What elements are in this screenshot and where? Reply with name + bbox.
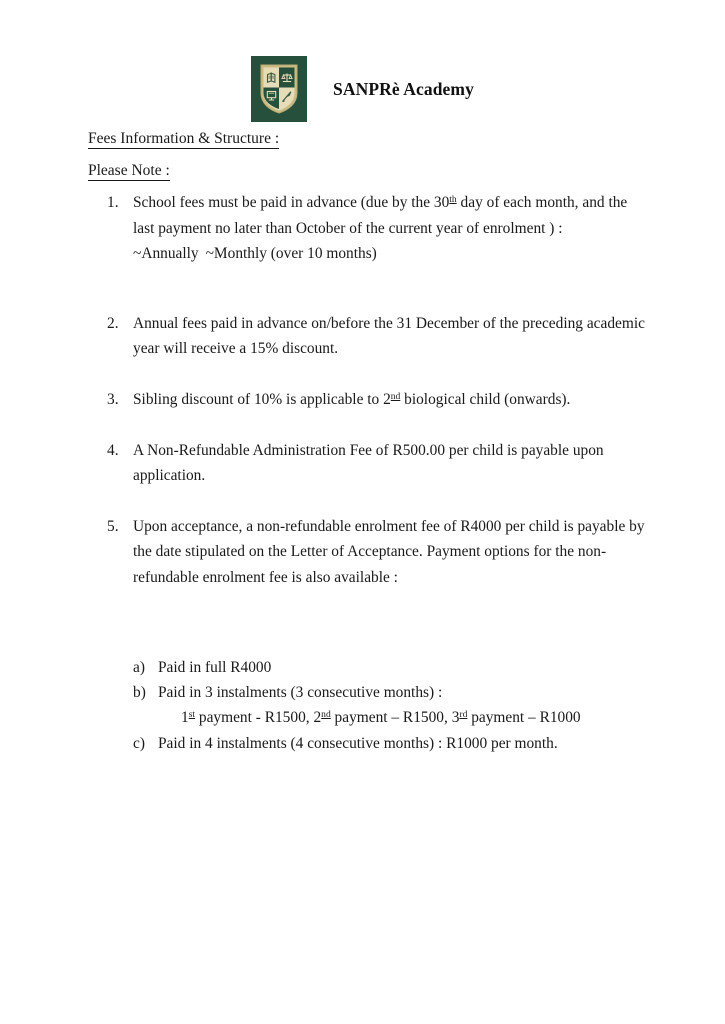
list-item-marker: 5.: [107, 517, 119, 535]
list-item: [133, 655, 653, 680]
list-item-text-part: School fees must be paid in advance (due by the 30: [133, 194, 450, 211]
heading-please-note-text: Please Note :: [88, 162, 170, 179]
list-item-text-part: biological child (onwards).: [400, 390, 571, 408]
ordinal-suffix: st: [188, 709, 196, 721]
list-item: [133, 731, 653, 756]
sublist-item-marker: b): [133, 684, 146, 702]
list-item-text-part: year of enrolment ) :: [436, 219, 563, 237]
list-item-marker: 1.: [107, 194, 119, 211]
list-item: [88, 190, 648, 267]
school-name: SANPRè Academy: [333, 78, 474, 99]
list-item: [133, 680, 653, 705]
fees-conditions-list: [88, 190, 648, 609]
ordinal-suffix: th: [449, 194, 457, 206]
school-crest-shield-icon: [251, 56, 307, 122]
list-item-body: Annual fees paid in advance on/before the 31 December of the preceding academic year will receive a 15% discount.: [133, 314, 645, 358]
list-item: [88, 387, 648, 413]
heading-fees-information-text: Fees Information & Structure :: [88, 130, 280, 147]
list-item-body: [133, 190, 648, 267]
payment-2-number: 2: [313, 709, 322, 727]
list-item-text-part: Sibling discount of 10% is applicable to 2: [133, 390, 391, 408]
ordinal-suffix: nd: [321, 709, 331, 721]
list-item-body: A Non-Refundable Administration Fee of R500.00 per child is payable upon application.: [133, 441, 604, 485]
payment-2-amount: payment – R1500,: [330, 709, 452, 727]
sublist-item-marker: c): [133, 734, 145, 752]
heading-fees-information: [88, 130, 279, 148]
list-item: [88, 514, 648, 591]
payment-1-amount: payment - R1500,: [195, 709, 314, 727]
list-item-text-part: month, and the last payment no later than October of the current: [133, 194, 628, 237]
list-item-marker: 2.: [107, 314, 119, 332]
list-item-text-part: day of each: [456, 194, 532, 211]
list-item: [88, 438, 648, 489]
sublist-item-marker: a): [133, 659, 145, 676]
ordinal-suffix: rd: [459, 709, 468, 721]
payment-3-number: 3: [451, 709, 460, 727]
payment-option-monthly: ~Monthly (over 10 months): [205, 245, 377, 263]
payment-1-number: 1: [181, 709, 189, 727]
payment-options-sublist: [133, 655, 653, 756]
ordinal-suffix: nd: [390, 391, 401, 403]
instalment-breakdown-line: [133, 705, 653, 730]
sublist-item-text: Paid in full R4000: [158, 659, 272, 676]
list-item-marker: 4.: [107, 441, 119, 459]
document-header: [0, 56, 725, 122]
payment-3-amount: payment – R1000: [467, 709, 581, 727]
payment-option-annually: ~Annually: [133, 245, 199, 263]
sublist-item-text: Paid in 4 instalments (4 consecutive months) : R1000 per month.: [158, 734, 558, 752]
sublist-item-text: Paid in 3 instalments (3 consecutive months) :: [158, 684, 443, 702]
list-item: [88, 311, 648, 362]
list-item-marker: 3.: [107, 390, 119, 408]
list-item-body: [133, 387, 648, 413]
list-item-body: Upon acceptance, a non-refundable enrolment fee of R4000 per child is payable by the date stipulated on the Letter of Acceptance. Payment options for the non-refundable enrolment fee is also available :: [133, 517, 645, 586]
heading-please-note: [88, 162, 170, 180]
